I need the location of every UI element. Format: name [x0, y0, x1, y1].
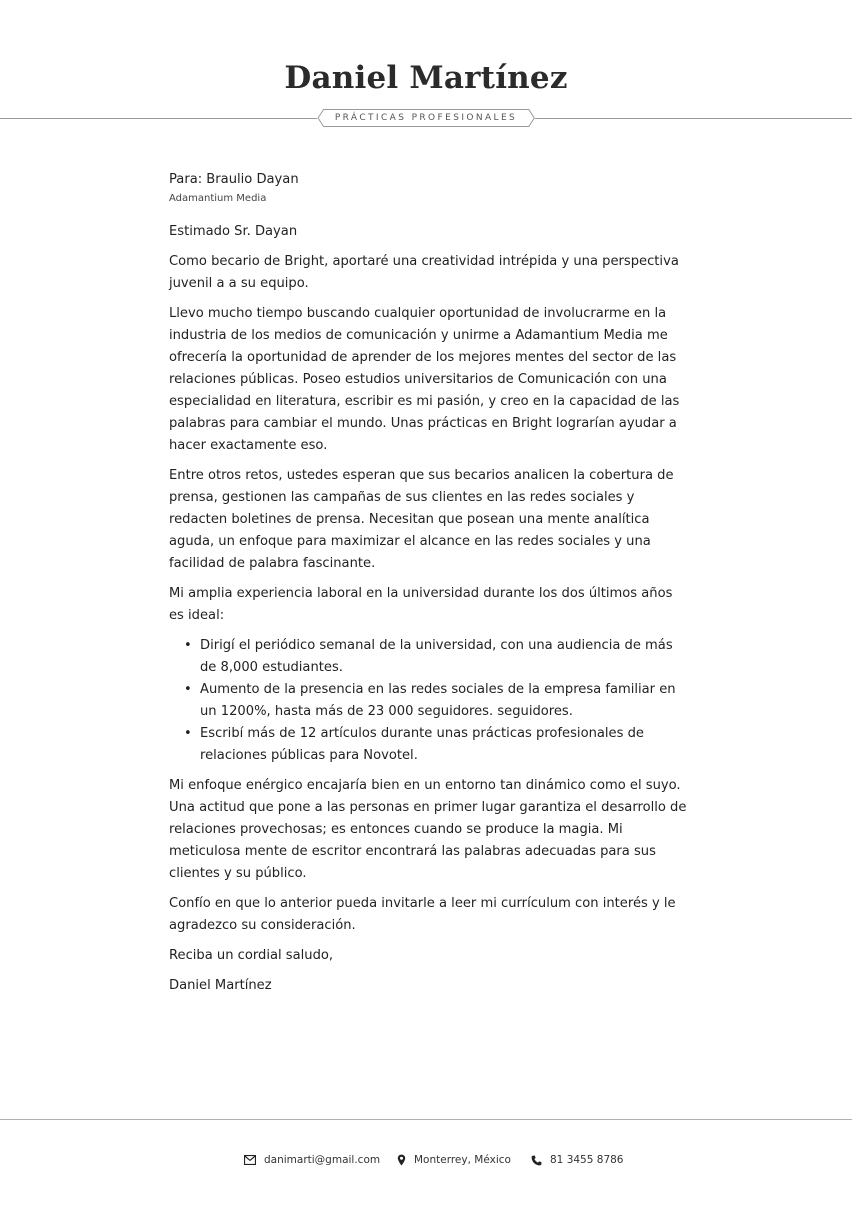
paragraph: Entre otros retos, ustedes esperan que sus becarios analicen la cobertura de prensa, gestionen las campañas de sus clientes en las redes sociales y redacten boletines de prensa. Necesitan que posean una mente analítica aguda, un enfoque para maximizar el alcance en las redes sociales y una facilidad de palabra fascinante.	[169, 468, 674, 571]
position-badge	[317, 109, 535, 127]
position-title: PRÁCTICAS PROFESIONALES	[334, 113, 518, 123]
greeting: Estimado Sr. Dayan	[169, 224, 298, 239]
recipient-company: Adamantium Media	[169, 193, 267, 204]
signature: Daniel Martínez	[169, 978, 272, 993]
contact-footer	[0, 1150, 852, 1170]
footer-divider	[0, 1119, 852, 1120]
list-item-text: Aumento de la presencia en las redes sociales de la empresa familiar en un 1200%, hasta más de 23 000 seguidores. seguidores.	[200, 682, 676, 719]
letter-body	[169, 170, 689, 997]
list-item: • Aumento de la presencia en las redes sociales de la empresa familiar en un 1200%, hasta más de 23 000 seguidores. seguidores.	[184, 682, 676, 719]
recipient-line: Para: Braulio Dayan	[169, 172, 299, 187]
location-text: Monterrey, México	[414, 1154, 511, 1166]
phone-icon	[531, 1155, 542, 1166]
list-item: • Escribí más de 12 artículos durante unas prácticas profesionales de relaciones públicas para Novotel.	[184, 726, 644, 763]
paragraph: Mi enfoque enérgico encajaría bien en un entorno tan dinámico como el suyo. Una actitud que pone a las personas en primer lugar garantiza el desarrollo de relaciones provechosas; es entonces cuando se produce la magia. Mi meticulosa mente de escritor encontrará las palabras adecuadas para sus clientes y su público.	[169, 778, 687, 881]
list-item-text: Escribí más de 12 artículos durante unas prácticas profesionales de relaciones públicas para Novotel.	[200, 726, 644, 763]
envelope-icon	[244, 1155, 256, 1165]
location-contact	[397, 1150, 511, 1170]
paragraph: Como becario de Bright, aportaré una creatividad intrépida y una perspectiva juvenil a a su equipo.	[169, 254, 679, 291]
list-item: • Dirigí el periódico semanal de la universidad, con una audiencia de más de 8,000 estudiantes.	[184, 638, 673, 675]
phone-text[interactable]: 81 3455 8786	[550, 1154, 624, 1166]
email-contact[interactable]	[244, 1150, 380, 1170]
applicant-name: Daniel Martínez	[284, 60, 568, 96]
sign-off: Reciba un cordial saludo,	[169, 948, 334, 963]
email-text[interactable]: danimarti@gmail.com	[264, 1154, 381, 1166]
paragraph: Llevo mucho tiempo buscando cualquier oportunidad de involucrarme en la industria de los medios de comunicación y unirme a Adamantium Media me ofrecería la oportunidad de aprender de los mejores mentes del sector de las relaciones públicas. Poseo estudios universitarios de Comunicación con una especialidad en literatura, escribir es mi pasión, y creo en la capacidad de las palabras para cambiar el mundo. Unas prácticas en Bright lograrían ayudar a hacer exactamente eso.	[169, 306, 680, 453]
map-pin-icon	[397, 1154, 406, 1166]
phone-contact[interactable]	[531, 1150, 623, 1170]
list-item-text: Dirigí el periódico semanal de la universidad, con una audiencia de más de 8,000 estudiantes.	[200, 638, 673, 675]
paragraph: Confío en que lo anterior pueda invitarle a leer mi currículum con interés y le agradezco su consideración.	[169, 896, 676, 933]
achievement-list	[169, 635, 689, 767]
paragraph: Mi amplia experiencia laboral en la universidad durante los dos últimos años es ideal:	[169, 586, 673, 623]
